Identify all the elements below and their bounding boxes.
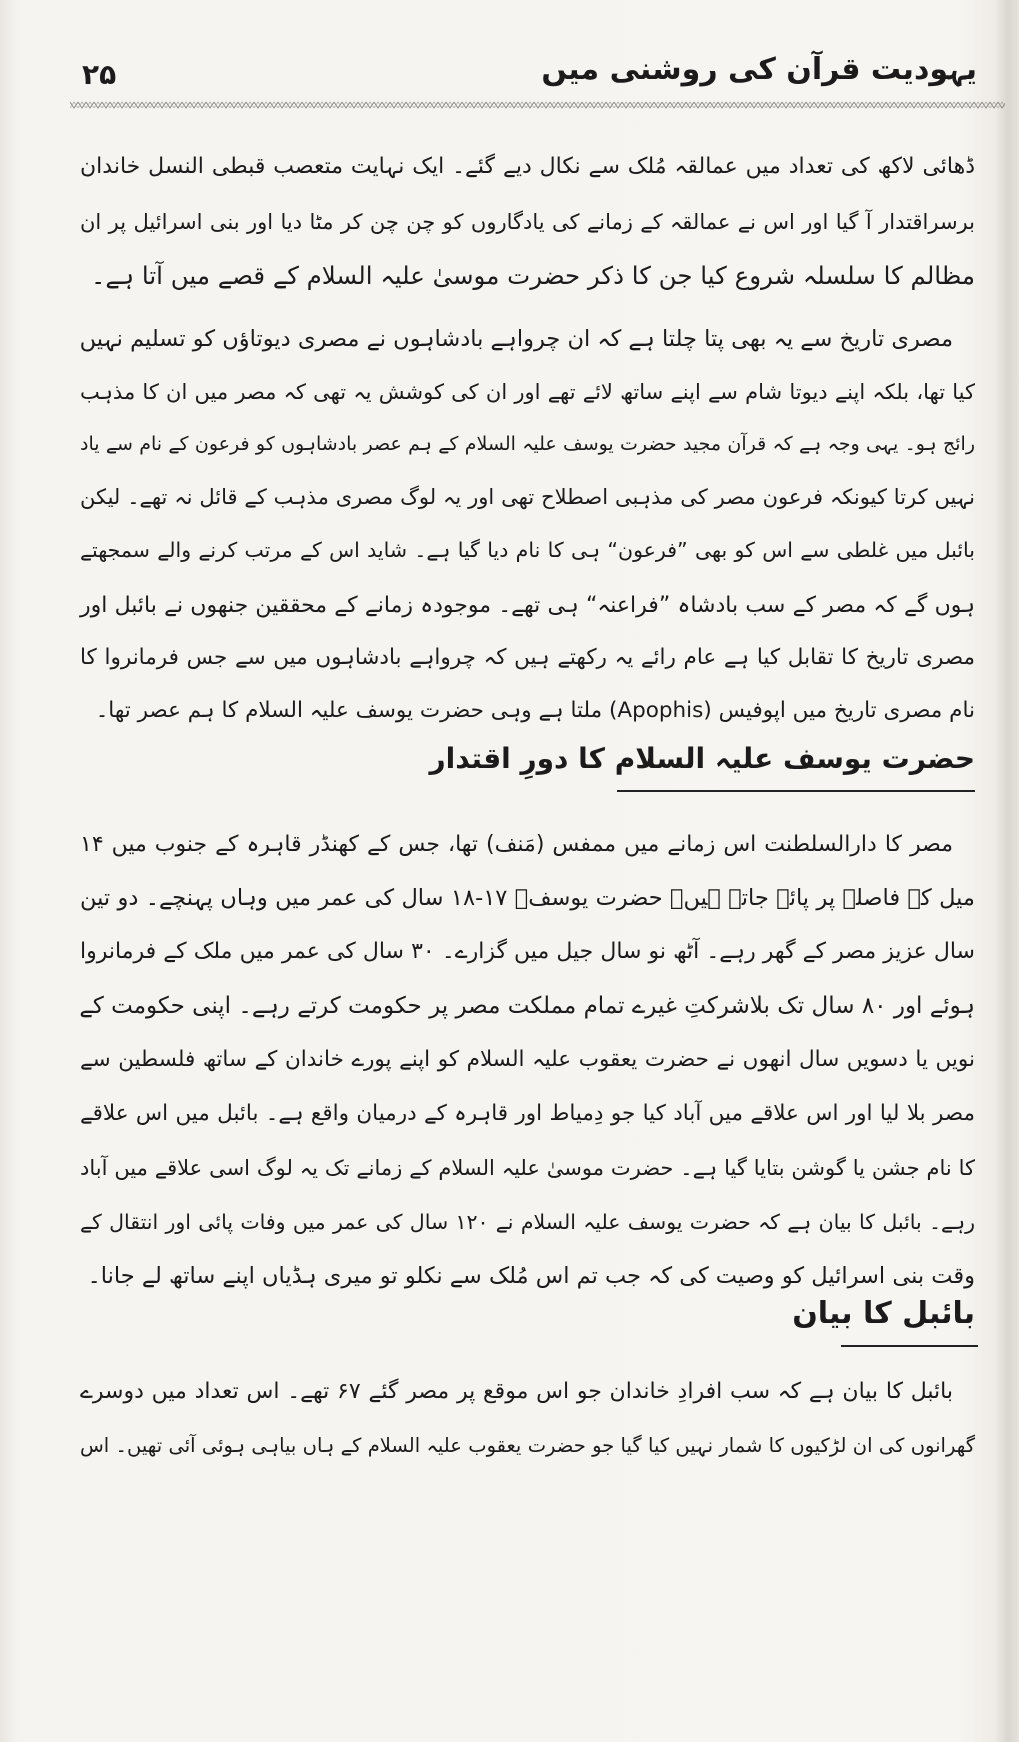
body-line: رہے۔ بائبل کا بیان ہے کہ حضرت یوسف علیہ السلام نے ۱۲۰ سال کی عمر میں وفات پائی اور انتقال کے (80, 1210, 975, 1234)
body-line: نہیں کرتا کیونکہ فرعون مصر کی مذہبی اصطلاح تھی اور یہ لوگ مصری مذہب کے قائل نہ تھے۔ لیکن (80, 485, 975, 509)
body-line: ہوئے اور ۸۰ سال تک بلاشرکتِ غیرے تمام مملکت مصر پر حکومت کرتے رہے۔ اپنی حکومت کے (79, 993, 975, 1019)
body-line: نویں یا دسویں سال انھوں نے حضرت یعقوب علیہ السلام کو اپنے پورے خاندان کے ساتھ فلسطین سے (80, 1047, 975, 1072)
running-header-title: یہودیت قرآن کی روشنی میں (541, 52, 977, 87)
body-line: مصری تاریخ سے یہ بھی پتا چلتا ہے کہ ان چرواہے بادشاہوں نے مصری دیوتاؤں کو تسلیم نہیں (79, 326, 953, 352)
body-line: وقت بنی اسرائیل کو وصیت کی کہ جب تم اس مُلک سے نکلو تو میری ہڈیاں اپنے ساتھ لے جانا۔ (87, 1263, 975, 1289)
heading-underline (841, 1345, 978, 1347)
body-line: نام مصری تاریخ میں اپوفیس (Apophis) ملتا ہے وہی حضرت یوسف علیہ السلام کا ہم عصر تھا۔ (95, 698, 975, 723)
body-line: ڈھائی لاکھ کی تعداد میں عمالقہ مُلک سے نکال دیے گئے۔ ایک نہایت متعصب قبطی النسل خاندان (80, 154, 975, 179)
body-line: مصری تاریخ کا تقابل کیا ہے عام رائے یہ رکھتے ہیں کہ چرواہے بادشاہوں میں سے جس فرمانروا کا (80, 645, 975, 670)
section-heading: حضرت یوسف علیہ السلام کا دورِ اقتدار (429, 742, 975, 775)
body-line: برسراقتدار آ گیا اور اس نے عمالقہ کے زمانے کی یادگاروں کو چن چن کر مٹا دیا اور بنی اسرائیل پر ان (80, 210, 975, 234)
body-line: میل کے فاصلے پر پائے جاتے ہیں۔ حضرت یوسفؑ ۱۷-۱۸ سال کی عمر میں وہاں پہنچے۔ دو تین (80, 885, 975, 911)
body-line: بائبل کا بیان ہے کہ سب افرادِ خاندان جو اس موقع پر مصر گئے ۶۷ تھے۔ اس تعداد میں دوسرے (80, 1379, 953, 1404)
heading-underline (617, 790, 975, 792)
body-line: بائبل میں غلطی سے اس کو بھی ”فرعون“ ہی کا نام دیا گیا ہے۔ شاید اس کے مرتب کرنے والے سمجھتے (80, 538, 975, 562)
body-line: گھرانوں کی ان لڑکیوں کا شمار نہیں کیا گیا جو حضرت یعقوب علیہ السلام کے ہاں بیاہی ہوئی آئی تھیں۔ اس (80, 1434, 975, 1457)
body-line: مظالم کا سلسلہ شروع کیا جن کا ذکر حضرت موسیٰ علیہ السلام کے قصے میں آتا ہے۔ (91, 261, 975, 290)
section-heading: بائبل کا بیان (792, 1296, 975, 1331)
page-number: ۲۵ (82, 58, 117, 91)
body-line: ہوں گے کہ مصر کے سب بادشاہ ”فراعنہ“ ہی تھے۔ موجودہ زمانے کے محققین جنھوں نے بائبل اور (80, 593, 975, 618)
body-line: سال عزیز مصر کے گھر رہے۔ آٹھ نو سال جیل میں گزارے۔ ۳۰ سال کی عمر میں ملک کے فرمانروا (80, 939, 975, 964)
body-line: کا نام جشن یا گوشن بتایا گیا ہے۔ حضرت موسیٰ علیہ السلام کے زمانے تک یہ لوگ اسی علاقے میں آباد (80, 1156, 975, 1180)
body-line: مصر کا دارالسلطنت اس زمانے میں ممفس (مَنف) تھا، جس کے کھنڈر قاہرہ کے جنوب میں ۱۴ (80, 832, 953, 857)
body-line: کیا تھا، بلکہ اپنے دیوتا شام سے اپنے ساتھ لائے تھے اور ان کی کوشش یہ تھی کہ مصر میں ان کا مذہب (80, 380, 975, 404)
header-divider (70, 100, 1005, 110)
body-line: مصر بلا لیا اور اس علاقے میں آباد کیا جو دِمیاط اور قاہرہ کے درمیان واقع ہے۔ بائبل میں اس علاقے (80, 1101, 975, 1126)
body-line: رائج ہو۔ یہی وجہ ہے کہ قرآن مجید حضرت یوسف علیہ السلام کے ہم عصر بادشاہوں کو فرعون کے نام سے یاد (80, 433, 975, 455)
